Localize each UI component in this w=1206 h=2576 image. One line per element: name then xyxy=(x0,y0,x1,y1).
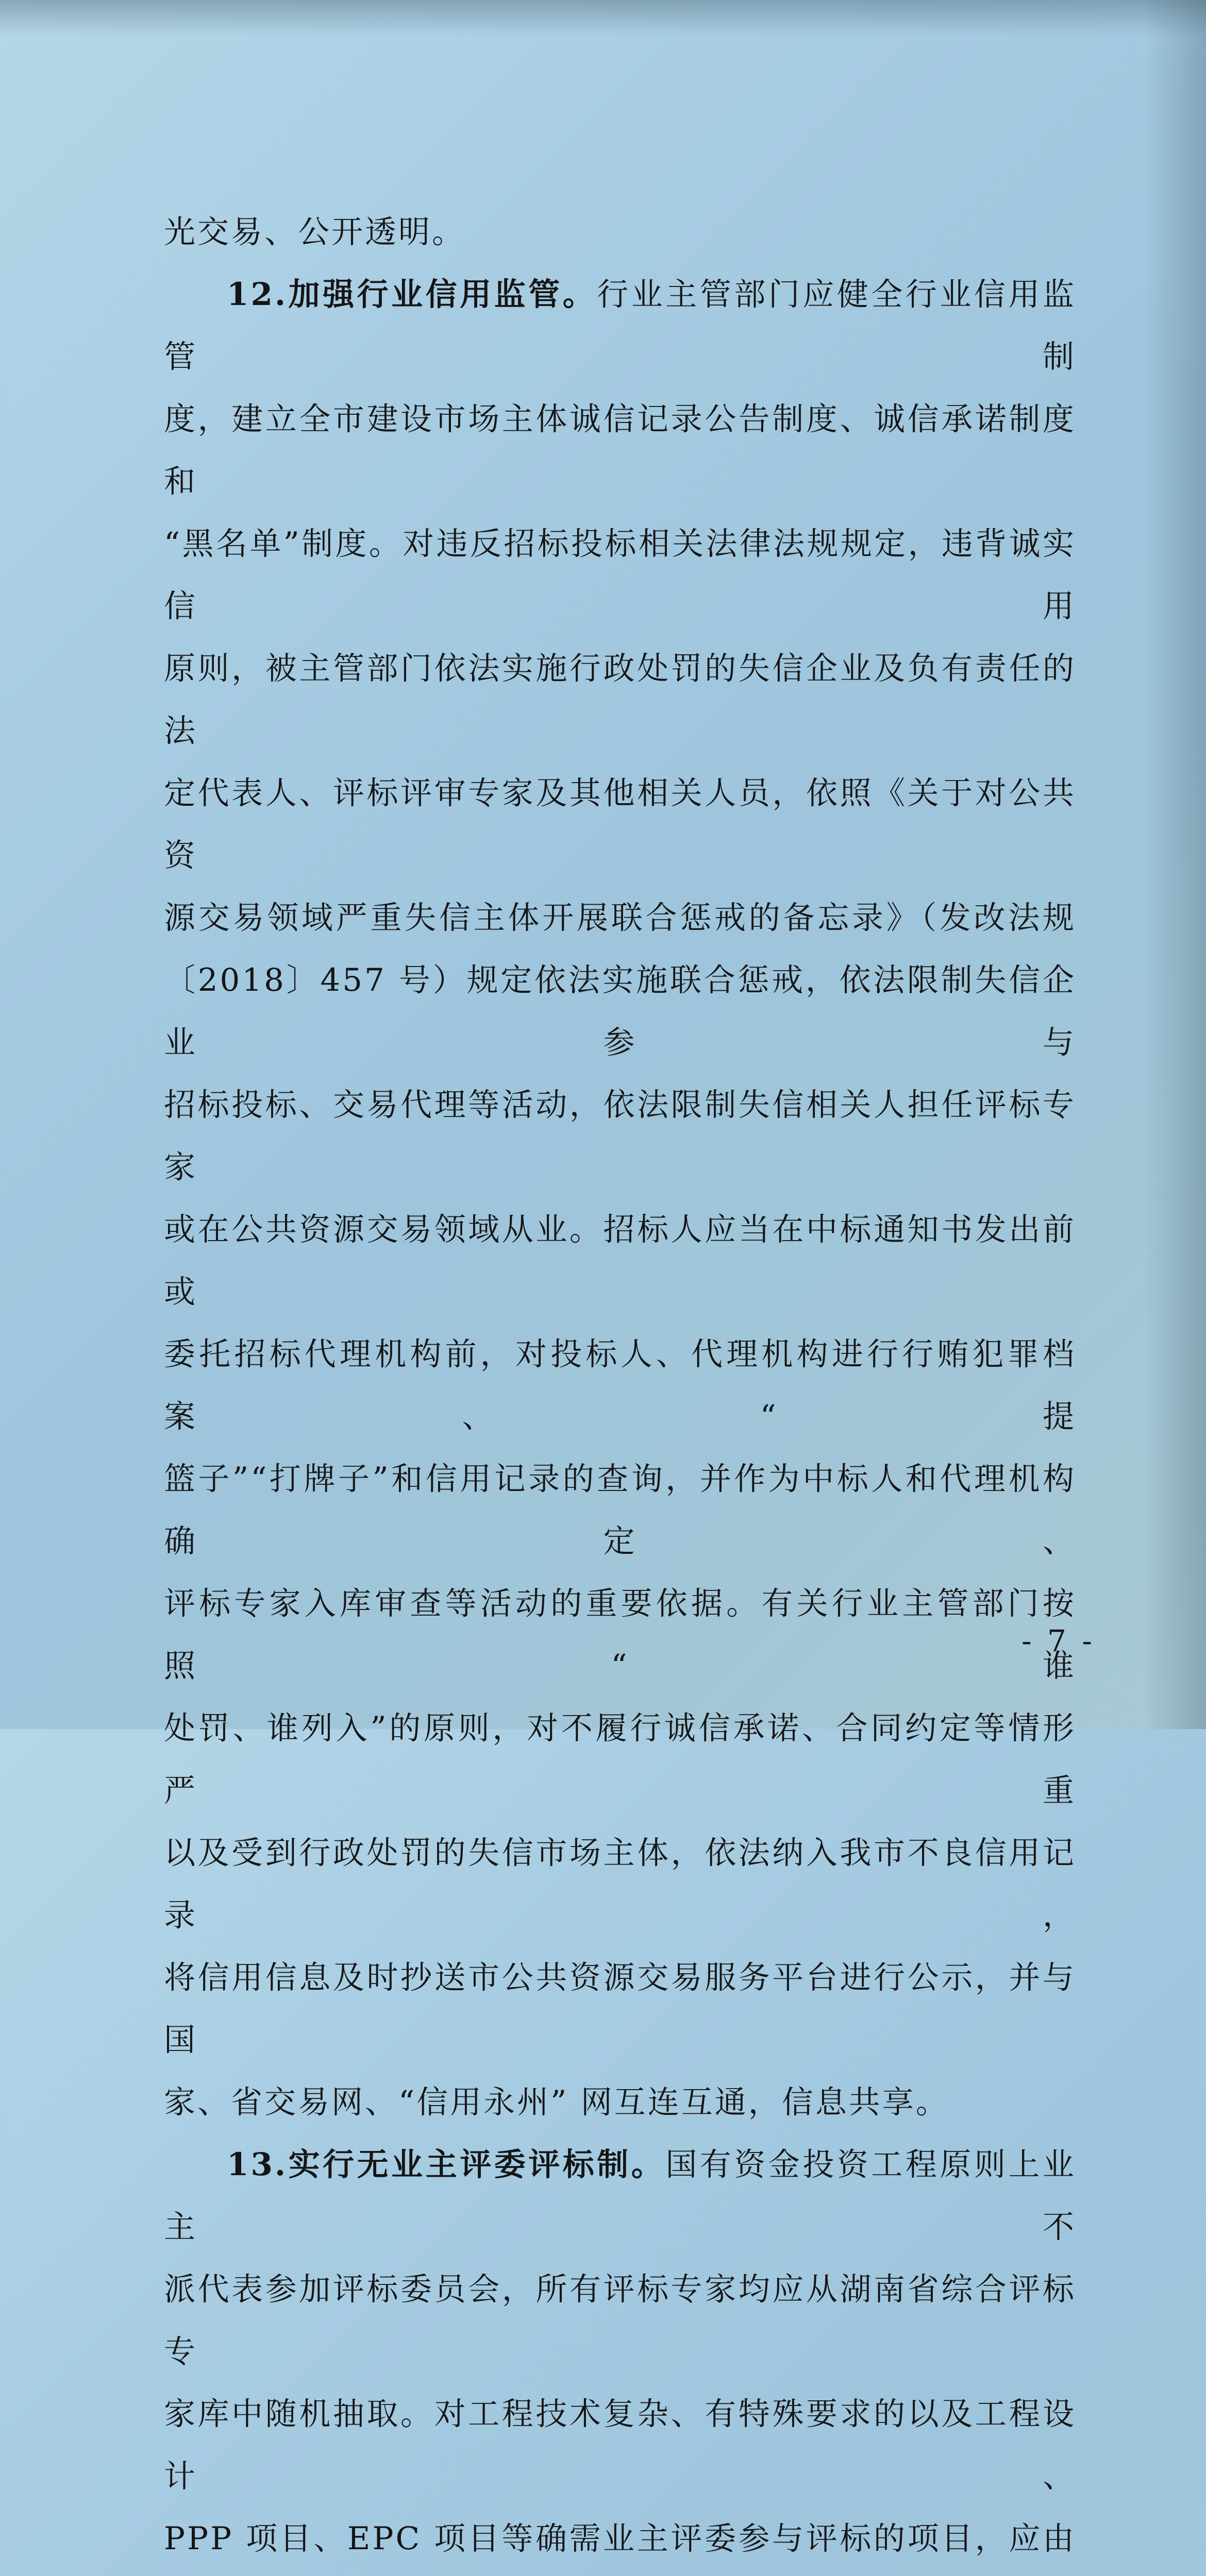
text-line: 处罚、谁列入”的原则，对不履行诚信承诺、合同约定等情形严重 xyxy=(164,1710,1076,1809)
text-line: 家库中随机抽取。对工程技术复杂、有特殊要求的以及工程设计、 xyxy=(164,2396,1076,2495)
scan-shadow-right xyxy=(1144,0,1206,1729)
paragraph-credit-supervision xyxy=(164,263,1076,2133)
document-body xyxy=(164,201,1076,2576)
text-line: 以及受到行政处罚的失信市场主体，依法纳入我市不良信用记录， xyxy=(164,1835,1076,1934)
text-line: 家、省交易网、“信用永州” 网互连互通，信息共享。 xyxy=(164,2084,949,2121)
text-line: “黑名单”制度。对违反招标投标相关法律法规规定，违背诚实信用 xyxy=(164,526,1076,624)
page-number: - 7 - xyxy=(1021,1623,1095,1658)
text-line: 13.实行无业主评委评标制。国有资金投资工程原则上业主不 xyxy=(164,2146,1076,2245)
text-line: 度，建立全市建设市场主体诚信记录公告制度、诚信承诺制度和 xyxy=(164,401,1076,500)
text-line: 或在公共资源交易领域从业。招标人应当在中标通知书发出前或 xyxy=(164,1211,1076,1310)
scan-shadow-top xyxy=(0,0,1206,36)
paragraph-continuation xyxy=(164,201,1076,263)
section-heading-12: 12.加强行业信用监管。 xyxy=(227,276,597,313)
text-line: 源交易领域严重失信主体开展联合惩戒的备忘录》（发改法规 xyxy=(164,900,1076,936)
text-line: 派代表参加评标委员会，所有评标专家均应从湖南省综合评标专 xyxy=(164,2271,1076,2370)
text-line: 评标专家入库审查等活动的重要依据。有关行业主管部门按照“谁 xyxy=(164,1585,1076,1684)
text-line: 委托招标代理机构前，对投标人、代理机构进行行贿犯罪档案、“提 xyxy=(164,1336,1076,1435)
section-heading-13: 13.实行无业主评委评标制。 xyxy=(227,2146,666,2183)
text-line: PPP 项目、EPC 项目等确需业主评委参与评标的项目，应由 xyxy=(164,2520,1076,2557)
text-line: 定代表人、评标评审专家及其他相关人员，依照《关于对公共资 xyxy=(164,775,1076,874)
text-line: 〔2018〕457 号）规定依法实施联合惩戒，依法限制失信企业参与 xyxy=(164,962,1076,1061)
text-line: 将信用信息及时抄送市公共资源交易服务平台进行公示，并与国 xyxy=(164,1959,1076,2058)
text-line: 篮子”“打牌子”和信用记录的查询，并作为中标人和代理机构确定、 xyxy=(164,1461,1076,1560)
text-line: 原则，被主管部门依法实施行政处罚的失信企业及负有责任的法 xyxy=(164,650,1076,749)
text-line: 12.加强行业信用监管。行业主管部门应健全行业信用监管制 xyxy=(164,276,1076,375)
text-line: 光交易、公开透明。 xyxy=(164,214,466,250)
paragraph-no-owner-evaluators xyxy=(164,2133,1076,2576)
text-line: 招标投标、交易代理等活动，依法限制失信相关人担任评标专家 xyxy=(164,1087,1076,1185)
